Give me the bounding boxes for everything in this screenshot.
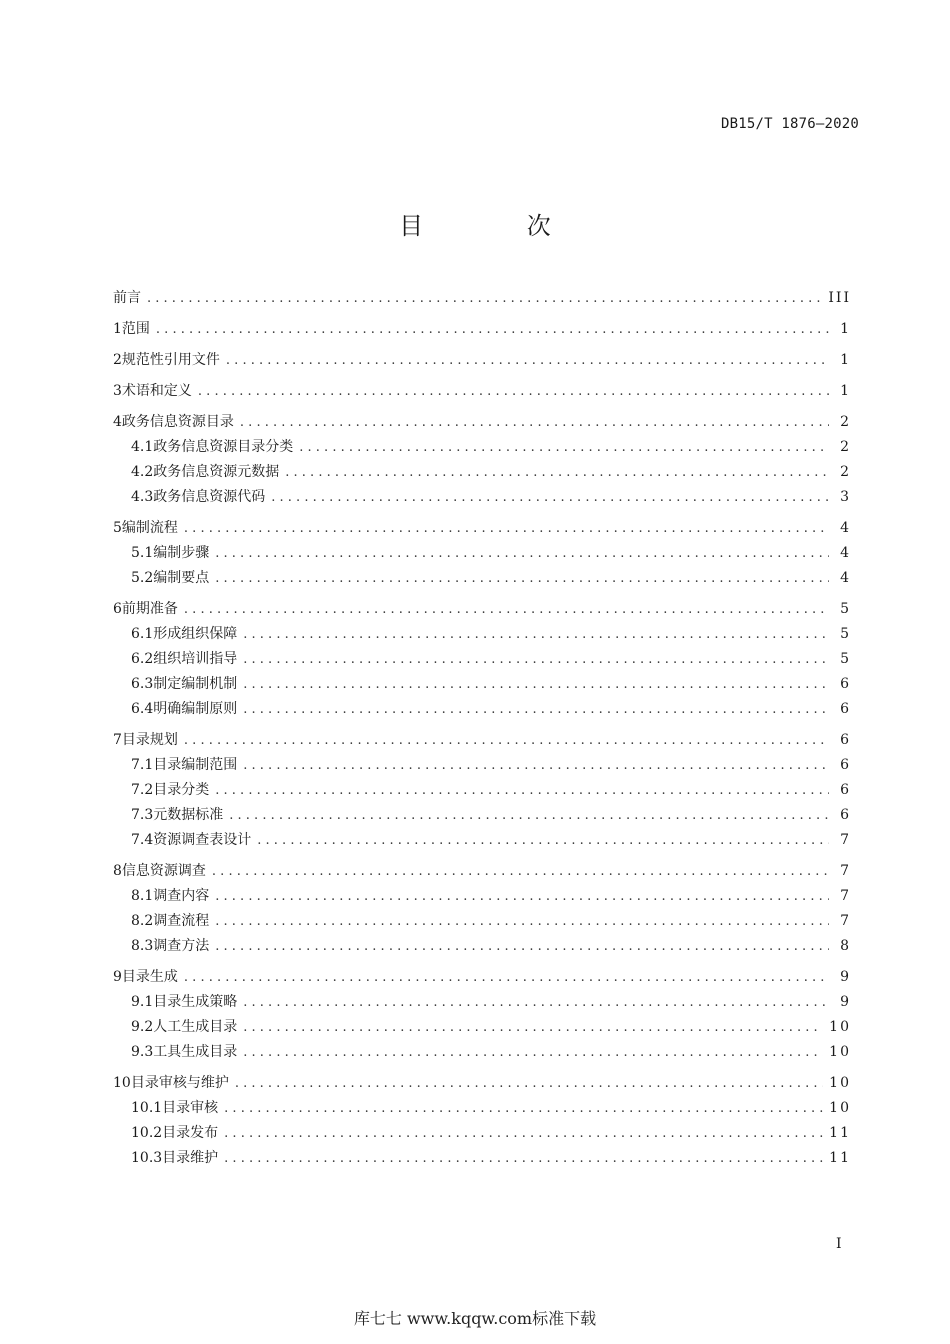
watermark-text: 库七七 www.kqqw.com标准下载: [353, 1309, 597, 1328]
toc-entry-label: 组织培训指导: [153, 651, 238, 667]
toc-leader-dots: [243, 675, 829, 695]
toc-leader-dots: [243, 650, 829, 670]
toc-entry-label: 编制流程: [121, 520, 178, 536]
page-number: I: [836, 1236, 842, 1252]
toc-entry-number: 10.1: [131, 1100, 163, 1116]
toc-subentry[interactable]: [113, 1098, 851, 1118]
toc-subentry[interactable]: [113, 805, 851, 825]
toc-entry-label: 范围: [121, 321, 150, 337]
toc-leader-dots: [224, 1099, 823, 1119]
toc-leader-dots: [212, 862, 829, 882]
toc-entry-label: 人工生成目录: [153, 1019, 238, 1035]
toc-entry-page: 6: [840, 701, 851, 717]
toc-entry[interactable]: [113, 730, 851, 750]
toc-entry-label: 政务信息资源代码: [153, 489, 266, 505]
toc-entry-page: 6: [840, 757, 851, 773]
toc-entry-page: 10: [829, 1100, 851, 1116]
toc-entry-label: 目录生成策略: [153, 994, 238, 1010]
toc-leader-dots: [243, 1043, 823, 1063]
toc-leader-dots: [235, 1074, 823, 1094]
toc-subentry[interactable]: [113, 936, 851, 956]
toc-entry-page: 10: [829, 1075, 851, 1091]
toc-entry-page: 9: [840, 969, 851, 985]
toc-entry-page: 11: [829, 1125, 851, 1141]
toc-entry-label: 明确编制原则: [153, 701, 238, 717]
toc-leader-dots: [226, 351, 829, 371]
toc-subentry[interactable]: [113, 1017, 851, 1037]
toc-subentry[interactable]: [113, 1148, 851, 1168]
toc-entry-number: 7.2: [131, 782, 154, 798]
toc-leader-dots: [243, 625, 829, 645]
page-title: 目 次: [399, 212, 599, 240]
toc-entry-label: 术语和定义: [121, 383, 192, 399]
toc-entry-label: 目录生成: [121, 969, 178, 985]
toc-leader-dots: [224, 1124, 823, 1144]
toc-entry-page: 7: [840, 913, 851, 929]
toc-entry-label: 前期准备: [121, 601, 178, 617]
toc-entry-number: 7.4: [131, 832, 154, 848]
toc-entry[interactable]: [113, 288, 851, 308]
toc-leader-dots: [184, 519, 829, 539]
toc-subentry[interactable]: [113, 568, 851, 588]
toc-subentry[interactable]: [113, 1042, 851, 1062]
toc-entry-page: 2: [840, 414, 851, 430]
toc-entry-number: 3: [113, 383, 122, 399]
toc-entry-page: 7: [840, 832, 851, 848]
toc-leader-dots: [215, 569, 829, 589]
toc-entry-number: 8.3: [131, 938, 154, 954]
toc-leader-dots: [215, 544, 829, 564]
toc-entry-number: 10.3: [131, 1150, 163, 1166]
toc-leader-dots: [156, 320, 829, 340]
toc-entry-label: 信息资源调查: [121, 863, 206, 879]
toc-entry-label: 编制步骤: [153, 545, 210, 561]
toc-entry-label: 政务信息资源元数据: [153, 464, 280, 480]
toc-entry[interactable]: [113, 319, 851, 339]
toc-entry-label: 目录分类: [153, 782, 210, 798]
toc-leader-dots: [240, 413, 829, 433]
toc-entry-number: 4: [113, 414, 122, 430]
toc-entry-number: 7.1: [131, 757, 154, 773]
toc-subentry[interactable]: [113, 674, 851, 694]
toc-entry-page: 8: [840, 938, 851, 954]
toc-entry-number: 9.1: [131, 994, 154, 1010]
toc-entry-number: 5.1: [131, 545, 154, 561]
toc-entry-page: 1: [840, 321, 851, 337]
toc-entry-page: 10: [829, 1044, 851, 1060]
toc-entry-label: 目录发布: [162, 1125, 219, 1141]
toc-entry-page: 6: [840, 732, 851, 748]
toc-entry-page: 2: [840, 439, 851, 455]
toc-entry-page: 6: [840, 807, 851, 823]
toc-entry-page: 5: [840, 601, 851, 617]
toc-entry-label: 元数据标准: [153, 807, 224, 823]
toc-leader-dots: [215, 887, 829, 907]
toc-entry-number: 6.1: [131, 626, 154, 642]
toc-leader-dots: [243, 993, 829, 1013]
toc-entry[interactable]: [113, 967, 851, 987]
toc-entry-number: 10: [113, 1075, 131, 1091]
toc-entry-page: 4: [840, 520, 851, 536]
toc-subentry[interactable]: [113, 911, 851, 931]
toc-leader-dots: [257, 831, 829, 851]
toc-leader-dots: [243, 1018, 823, 1038]
toc-subentry[interactable]: [113, 1123, 851, 1143]
toc-entry-number: 4.3: [131, 489, 154, 505]
toc-entry[interactable]: [113, 861, 851, 881]
toc-subentry[interactable]: [113, 437, 851, 457]
toc-leader-dots: [198, 382, 829, 402]
toc-entry-page: 7: [840, 888, 851, 904]
toc-entry-label: 目录审核与维护: [130, 1075, 229, 1091]
toc-subentry[interactable]: [113, 487, 851, 507]
toc-entry-number: 9: [113, 969, 122, 985]
toc-subentry[interactable]: [113, 624, 851, 644]
toc-entry-page: 2: [840, 464, 851, 480]
toc-leader-dots: [243, 756, 829, 776]
toc-leader-dots: [215, 937, 829, 957]
toc-entry-page: 1: [840, 352, 851, 368]
toc-entry-label: 制定编制机制: [153, 676, 238, 692]
toc-entry-page: 6: [840, 676, 851, 692]
toc-entry[interactable]: [113, 1073, 851, 1093]
toc-entry-label: 编制要点: [153, 570, 210, 586]
toc-leader-dots: [229, 806, 829, 826]
toc-subentry[interactable]: [113, 462, 851, 482]
toc-entry-number: 4.1: [131, 439, 154, 455]
table-of-contents: [113, 288, 851, 1168]
toc-subentry[interactable]: [113, 780, 851, 800]
toc-leader-dots: [215, 781, 829, 801]
toc-subentry[interactable]: [113, 992, 851, 1012]
toc-leader-dots: [243, 700, 829, 720]
toc-leader-dots: [285, 463, 829, 483]
toc-entry-number: 9.2: [131, 1019, 154, 1035]
toc-entry[interactable]: [113, 350, 851, 370]
toc-subentry[interactable]: [113, 649, 851, 669]
toc-entry-label: 政务信息资源目录分类: [153, 439, 294, 455]
toc-leader-dots: [147, 289, 822, 309]
toc-entry-number: 10.2: [131, 1125, 163, 1141]
toc-entry-page: III: [828, 290, 851, 306]
toc-entry-label: 工具生成目录: [153, 1044, 238, 1060]
toc-entry-number: 5: [113, 520, 122, 536]
toc-leader-dots: [184, 731, 829, 751]
toc-entry-label: 调查内容: [153, 888, 210, 904]
toc-leader-dots: [299, 438, 829, 458]
toc-entry-label: 调查流程: [153, 913, 210, 929]
toc-leader-dots: [184, 968, 829, 988]
toc-entry-label: 形成组织保障: [153, 626, 238, 642]
toc-entry-number: 8.2: [131, 913, 154, 929]
toc-entry[interactable]: [113, 412, 851, 432]
toc-entry-label: 政务信息资源目录: [121, 414, 234, 430]
toc-subentry[interactable]: [113, 699, 851, 719]
toc-entry-page: 11: [829, 1150, 851, 1166]
toc-entry-label: 资源调查表设计: [153, 832, 252, 848]
document-code: DB15/T 1876—2020: [720, 116, 859, 132]
toc-leader-dots: [215, 912, 829, 932]
toc-entry-number: 6: [113, 601, 122, 617]
toc-entry-number: 5.2: [131, 570, 154, 586]
toc-entry-label: 前言: [113, 290, 141, 306]
toc-entry[interactable]: [113, 518, 851, 538]
toc-entry-page: 4: [840, 570, 851, 586]
toc-entry-number: 7: [113, 732, 122, 748]
toc-entry-number: 1: [113, 321, 122, 337]
toc-subentry[interactable]: [113, 755, 851, 775]
toc-entry[interactable]: [113, 599, 851, 619]
toc-entry-page: 10: [829, 1019, 851, 1035]
toc-entry-page: 4: [840, 545, 851, 561]
toc-entry-number: 7.3: [131, 807, 154, 823]
toc-entry-number: 6.4: [131, 701, 154, 717]
toc-entry-label: 目录编制范围: [153, 757, 238, 773]
toc-entry-label: 调查方法: [153, 938, 210, 954]
toc-subentry[interactable]: [113, 886, 851, 906]
toc-entry-label: 目录规划: [121, 732, 178, 748]
toc-entry-number: 9.3: [131, 1044, 154, 1060]
toc-subentry[interactable]: [113, 830, 851, 850]
toc-entry-label: 目录维护: [162, 1150, 219, 1166]
toc-entry-label: 目录审核: [162, 1100, 219, 1116]
toc-entry-number: 8: [113, 863, 122, 879]
toc-entry-page: 7: [840, 863, 851, 879]
toc-entry-page: 1: [840, 383, 851, 399]
toc-entry-page: 6: [840, 782, 851, 798]
toc-entry-label: 规范性引用文件: [121, 352, 220, 368]
toc-subentry[interactable]: [113, 543, 851, 563]
toc-entry-page: 5: [840, 651, 851, 667]
toc-entry-number: 6.3: [131, 676, 154, 692]
toc-entry-page: 3: [840, 489, 851, 505]
toc-entry-number: 8.1: [131, 888, 154, 904]
toc-entry-number: 2: [113, 352, 122, 368]
toc-leader-dots: [224, 1149, 823, 1169]
toc-entry-number: 6.2: [131, 651, 154, 667]
toc-entry-page: 9: [840, 994, 851, 1010]
toc-leader-dots: [184, 600, 829, 620]
toc-entry[interactable]: [113, 381, 851, 401]
toc-entry-number: 4.2: [131, 464, 154, 480]
toc-leader-dots: [271, 488, 829, 508]
toc-entry-page: 5: [840, 626, 851, 642]
